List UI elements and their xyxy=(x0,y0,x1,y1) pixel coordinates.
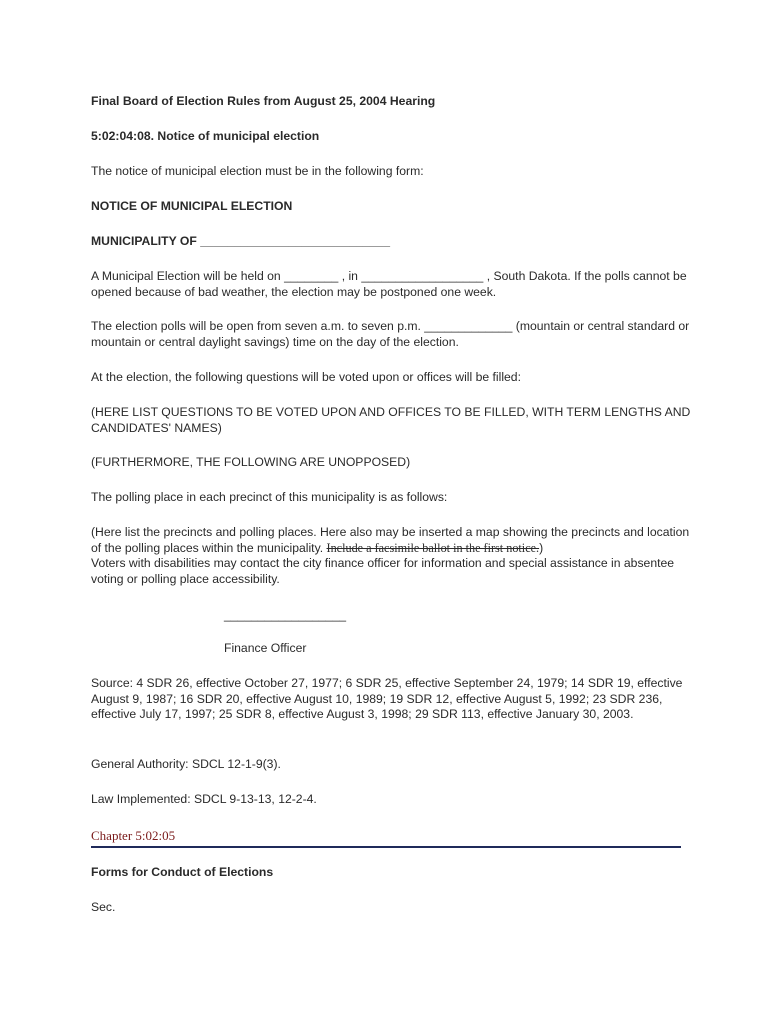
intro-text: The notice of municipal election must be in the following form: xyxy=(91,164,424,178)
election-paragraph: A Municipal Election will be held on ________ , in __________________ , South Dakota. If the polls cannot be opened because of bad weather, the election may be postponed one week. xyxy=(91,269,687,299)
document-heading: Final Board of Election Rules from August 25, 2004 Hearing xyxy=(91,94,436,108)
precincts-text: (Here list the precincts and polling places. Here also may be inserted a map showing the precincts and location of the polling places within the municipality. xyxy=(91,525,690,555)
notice-title: NOTICE OF MUNICIPAL ELECTION xyxy=(91,199,293,213)
polling-place-paragraph: The polling place in each precinct of this municipality is as follows: xyxy=(91,490,448,504)
signature-line: __________________ xyxy=(224,608,347,622)
signature-label: Finance Officer xyxy=(224,641,307,655)
chapter-title: Forms for Conduct of Elections xyxy=(91,865,274,879)
law-implemented: Law Implemented: SDCL 9-13-13, 12-2-4. xyxy=(91,792,317,806)
disabilities-text: Voters with disabilities may contact the city finance officer for information and special assistance in absentee voting or polling place accessibility. xyxy=(91,556,675,586)
precincts-close: ) xyxy=(539,540,544,555)
unopposed-paragraph: (FURTHERMORE, THE FOLLOWING ARE UNOPPOSED) xyxy=(91,455,411,469)
rule-title: 5:02:04:08. Notice of municipal election xyxy=(91,129,320,143)
precincts-paragraph xyxy=(91,525,691,587)
general-authority: General Authority: SDCL 12-1-9(3). xyxy=(91,757,281,771)
horizontal-divider xyxy=(91,846,681,848)
municipality-line: MUNICIPALITY OF ____________________________ xyxy=(91,234,391,248)
chapter-link[interactable]: Chapter 5:02:05 xyxy=(91,828,176,843)
polls-paragraph: The election polls will be open from seven a.m. to seven p.m. _____________ (mountain or central standard or mountain or central daylight savings) time on the day of the election. xyxy=(91,319,690,349)
questions-paragraph: At the election, the following questions will be voted upon or offices will be filled: xyxy=(91,370,521,384)
source-paragraph: Source: 4 SDR 26, effective October 27, 1977; 6 SDR 25, effective September 24, 1979; 14 SDR 19, effective August 9, 1987; 16 SDR 20, effective August 10, 1989; 19 SDR 12, effective August 5, 1992; 23 SDR 236, effective July 17, 1997; 25 SDR 8, effective August 3, 1998; 29 SDR 113, effective January 30, 2003. xyxy=(91,676,683,722)
sec-label: Sec. xyxy=(91,900,116,914)
struck-text: Include a facsimile ballot in the first notice. xyxy=(326,540,540,555)
list-paragraph: (HERE LIST QUESTIONS TO BE VOTED UPON AND OFFICES TO BE FILLED, WITH TERM LENGTHS AND CANDIDATES' NAMES) xyxy=(91,405,691,435)
